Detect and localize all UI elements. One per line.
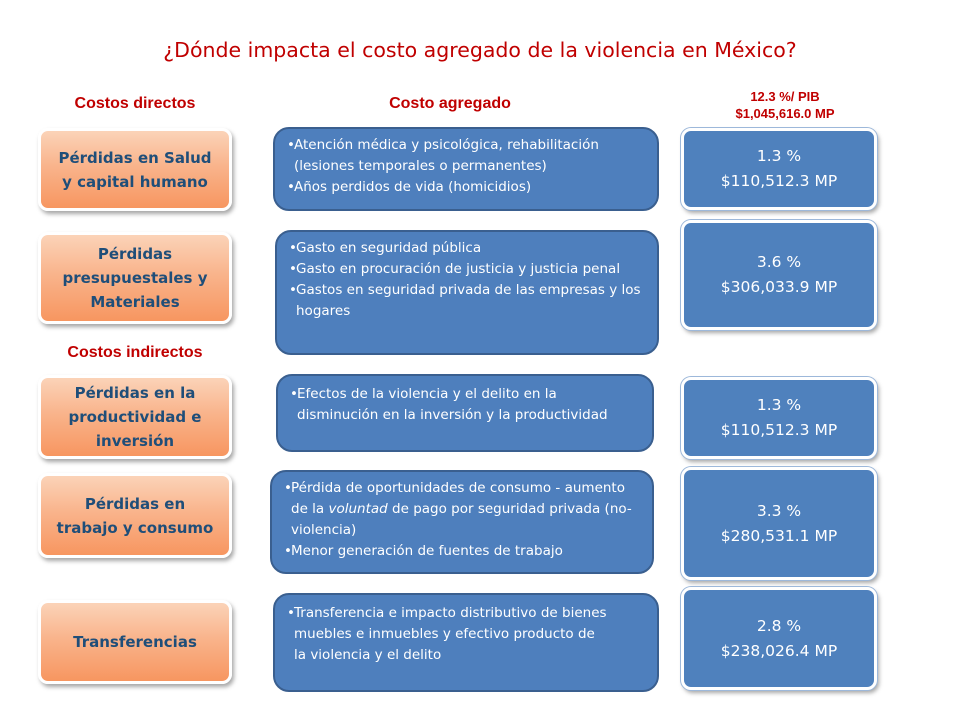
description-bullet: • Gasto en procuración de justicia y justicia penal	[289, 259, 647, 280]
value-percent: 1.3 %	[756, 396, 802, 414]
value-percent: 1.3 %	[756, 147, 802, 165]
header-pib-total	[690, 88, 880, 122]
category-transferencias	[38, 600, 232, 684]
category-perdidas-trabajo	[38, 473, 232, 558]
category-line: Pérdidas	[97, 245, 173, 263]
value-trabajo	[681, 467, 877, 580]
description-transferencias	[273, 593, 659, 692]
value-percent: 3.6 %	[756, 253, 802, 271]
header-costos-indirectos: Costos indirectos	[67, 344, 203, 361]
value-presupuestales	[681, 220, 877, 330]
category-line: y capital humano	[62, 172, 208, 191]
value-percent: 3.3 %	[756, 501, 802, 520]
description-bullet: • Menor generación de fuentes de trabajo	[284, 541, 642, 562]
category-perdidas-presupuestales	[38, 232, 232, 324]
category-line: presupuestales y	[62, 269, 208, 287]
description-bullet: • Efectos de la violencia y el delito en la disminución en la inversión y la productividad	[290, 384, 642, 426]
description-bullet: • Años perdidos de vida (homicidios)	[287, 177, 647, 198]
header-costos-directos: Costos directos	[74, 95, 196, 112]
bullet-text-part: Pérdida de oportunidades de consumo - aumento de la voluntad de pago por seguridad privada (no-violencia)	[291, 480, 632, 538]
pib-percent: 12.3 %/ PIB	[750, 89, 820, 104]
description-bullet	[284, 478, 642, 541]
category-line: inversión	[95, 432, 175, 450]
value-amount: $280,531.1 MP	[720, 526, 838, 545]
category-line: productividad e	[68, 408, 202, 426]
description-bullet: • Transferencia e impacto distributivo de bienes muebles e inmuebles y efectivo producto de la violencia y el delito	[287, 603, 607, 666]
category-perdidas-productividad	[38, 375, 232, 459]
category-line: trabajo y consumo	[56, 518, 214, 537]
description-trabajo	[270, 470, 654, 574]
description-bullet: • Gastos en seguridad privada de las empresas y los hogares	[289, 280, 647, 322]
category-line: Transferencias	[73, 633, 197, 651]
value-salud	[681, 128, 877, 210]
description-bullet: • Atención médica y psicológica, rehabilitación (lesiones temporales o permanentes)	[287, 135, 647, 177]
header-costo-agregado: Costo agregado	[389, 95, 511, 112]
value-percent: 2.8 %	[756, 616, 802, 635]
description-presupuestales	[275, 230, 659, 355]
description-salud	[273, 127, 659, 211]
value-amount: $110,512.3 MP	[720, 421, 838, 439]
category-line: Pérdidas en Salud	[58, 148, 212, 167]
page-title: ¿Dónde impacta el costo agregado de la violencia en México?	[163, 38, 797, 62]
pib-amount: $1,045,616.0 MP	[735, 106, 835, 121]
value-amount: $306,033.9 MP	[720, 278, 838, 296]
category-line: Materiales	[90, 293, 180, 311]
value-amount: $110,512.3 MP	[720, 172, 838, 190]
value-amount: $238,026.4 MP	[720, 641, 838, 660]
description-bullet: • Gasto en seguridad pública	[289, 238, 647, 259]
category-line: Pérdidas en	[84, 494, 186, 513]
value-transferencias	[681, 587, 877, 690]
description-productividad	[276, 374, 654, 452]
value-productividad	[681, 377, 877, 459]
category-perdidas-salud	[38, 128, 232, 211]
category-line: Pérdidas en la	[74, 384, 196, 402]
